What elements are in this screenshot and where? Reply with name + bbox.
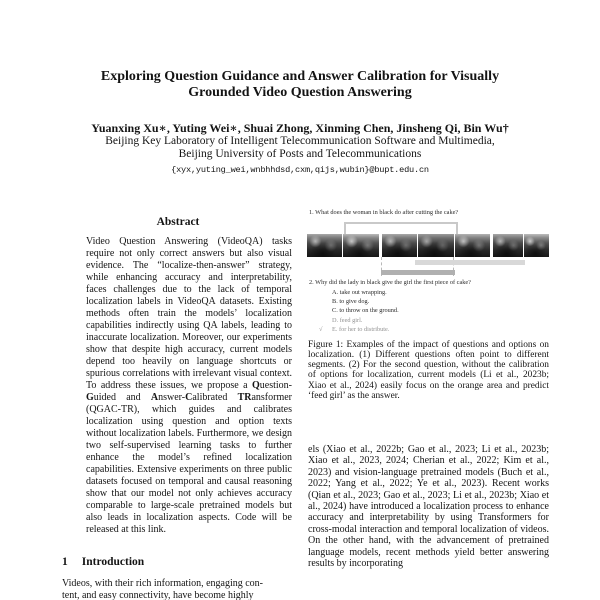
contact-email: {xyx,yuting_wei,wnbhhdsd,cxm,qijs,wubin}@bupt.edu.cn	[171, 165, 429, 175]
abstract-text-segment: nswer-	[158, 392, 186, 403]
answer-option-b	[332, 297, 399, 306]
affiliation-line-2: Beijing University of Posts and Telecommunications	[178, 147, 422, 160]
abstract-text-segment: ansformer (QGAC-TR), which guides and calibrates localization using question and option texts without localization labels. Furthermore, we design two self-supervised learning tasks to further enhance the model’s refined localization capabilities. Extensive experiments on three public datasets focused on temporal and causal reasoning show that our model not only achieves accuracy comparable to large-scale pretrained models but also leads in localization aspects. Code will be released at this link.	[86, 392, 292, 535]
ground-truth-segment-bar	[381, 270, 455, 275]
right-column	[307, 0, 550, 600]
section-heading-introduction	[62, 556, 144, 568]
paper-title-line-1: Exploring Question Guidance and Answer Calibration for Visually	[100, 69, 500, 84]
answer-option-c	[332, 306, 399, 315]
figure-caption: Figure 1: Examples of the impact of questions and options on localization. (1) Different questions often point to different segments. (2) For the second question, without the calibration of options for localization, current models (Li et al., 2023b; Xiao et al., 2024) easily focus on the orange area and predict ‘feed girl’ as the answer.	[308, 340, 549, 401]
abstract-text-segment: Video Question Answering (VideoQA) tasks require not only correct answers but also visual evidence. The “localize-then-answer” strategy, while enhancing accuracy and interpretability, faces challenges due to the lack of temporal localization labels in VideoQA datasets. Existing methods often train the models’ localization capabilities indirectly using QA labels, leading to inaccurate localization. Moreover, our experiments show that despite high accuracy, current models depend too heavily on language shortcuts or spurious correlations with irrelevant visual context. To address these issues, we propose a	[86, 236, 292, 391]
abstract-text-segment: TR	[237, 392, 252, 403]
video-frame	[455, 234, 490, 257]
answer-option-e	[319, 325, 399, 334]
video-frame	[524, 234, 549, 257]
abstract-heading: Abstract	[156, 216, 200, 228]
video-frame	[493, 234, 524, 257]
abstract-text-segment: uestion-	[259, 380, 292, 391]
abstract-text-segment: C	[185, 392, 193, 403]
introduction-text	[62, 578, 298, 600]
model-focus-area-bar	[415, 260, 525, 265]
section-title: Introduction	[81, 556, 145, 568]
introduction-text-continued: els (Xiao et al., 2022b; Gao et al., 2023; Li et al., 2023b; Xiao et al., 2023, 2024; Cherian et al., 2022; Kim et al., 2023) and vision-language pretrained models (Buch et al., 2022; Yang et al., 2022; Ye et al., 2023). Recent works (Qian et al., 2023; Gao et al., 2023; Li et al., 2023b; Xiao et al., 2024) have introduced a localization process to enhance accuracy and interpretability by using Transformers for cross-modal interaction and temporal localization of videos. On the other hand, with the advancement of pretrained language models, recent methods yield better answering results by incorporating	[308, 444, 549, 570]
abstract-text-segment: A	[150, 392, 159, 403]
answer-option-label: B. to give dog.	[332, 298, 370, 306]
abstract-text-segment: Q	[252, 380, 260, 391]
check-icon: √	[319, 325, 323, 333]
video-frame	[307, 234, 342, 257]
video-frame	[418, 234, 455, 257]
video-frame	[382, 234, 417, 257]
answer-option-label: E. for her to distribute.	[332, 325, 390, 333]
answer-option-d	[332, 316, 399, 325]
introduction-line-2: tent, and easy connectivity, have become highly	[62, 590, 254, 600]
answer-options	[319, 288, 399, 334]
abstract-text-segment: G	[86, 392, 94, 403]
figure-question-2: 2. Why did the lady in black give the girl the first piece of cake?	[309, 279, 471, 286]
answer-option-label: D. feed girl.	[332, 316, 363, 324]
abstract-text-segment: alibrated	[192, 392, 238, 403]
author-list: Yuanxing Xu∗, Yuting Wei∗, Shuai Zhong, Xinming Chen, Jinsheng Qi, Bin Wu†	[91, 121, 509, 135]
left-column	[62, 0, 298, 600]
introduction-line-1: Videos, with their rich information, engaging con-	[62, 578, 264, 589]
abstract-text-segment: uided and	[93, 392, 151, 403]
section-number: 1	[62, 556, 68, 568]
paper-title-line-2: Grounded Video Question Answering	[188, 85, 412, 100]
answer-option-label: A. take out wrapping.	[332, 289, 387, 296]
answer-option-label: C. to throw on the ground.	[332, 307, 399, 315]
abstract-text	[86, 236, 292, 536]
video-frame	[343, 234, 380, 257]
video-filmstrip	[307, 234, 549, 257]
figure-question-1: 1. What does the woman in black do after cutting the cake?	[309, 209, 459, 216]
affiliation-line-1: Beijing Key Laboratory of Intelligent Telecommunication Software and Multimedia,	[105, 134, 495, 147]
answer-option-a	[332, 288, 399, 297]
